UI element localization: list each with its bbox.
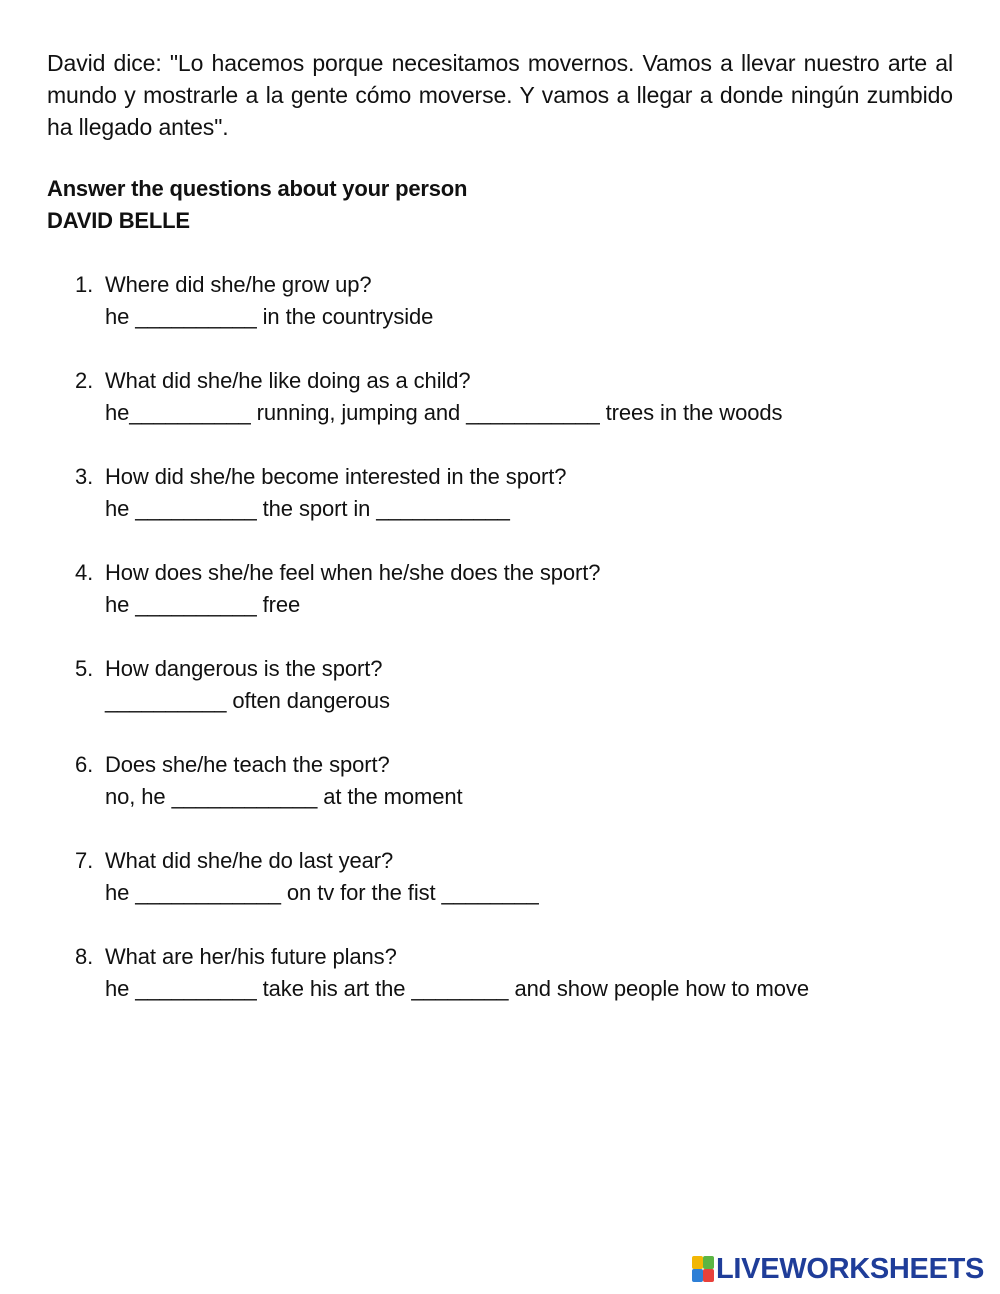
question-text: Where did she/he grow up?: [105, 272, 372, 297]
question-item-6: [47, 749, 953, 813]
answer-line[interactable]: he __________ in the countryside: [105, 304, 434, 329]
question-item-7: [47, 845, 953, 909]
question-number: 1.: [75, 272, 94, 297]
question-item-8: [47, 941, 953, 1005]
answer-line[interactable]: he __________ free: [105, 592, 301, 617]
instructions-heading: [47, 173, 953, 237]
question-item-4: [47, 557, 953, 621]
question-item-2: [47, 365, 953, 429]
logo-square-green: [703, 1256, 714, 1269]
question-number: 8.: [75, 944, 94, 969]
question-text: What are her/his future plans?: [105, 944, 397, 969]
question-number: 5.: [75, 656, 94, 681]
question-number: 3.: [75, 464, 94, 489]
answer-line[interactable]: he __________ take his art the ________ and show people how to move: [105, 976, 809, 1001]
question-number: 7.: [75, 848, 94, 873]
question-text: What did she/he do last year?: [105, 848, 394, 873]
liveworksheets-logo: [692, 1254, 984, 1284]
person-name: DAVID BELLE: [47, 208, 190, 233]
question-number: 6.: [75, 752, 94, 777]
question-item-3: [47, 461, 953, 525]
logo-square-red: [703, 1269, 714, 1282]
question-item-5: [47, 653, 953, 717]
worksheet-page: [47, 47, 953, 1037]
question-item-1: [47, 269, 953, 333]
answer-line[interactable]: no, he ____________ at the moment: [105, 784, 463, 809]
answer-line[interactable]: he ____________ on tv for the fist ________: [105, 880, 539, 905]
question-text: How did she/he become interested in the sport?: [105, 464, 567, 489]
question-list: [47, 269, 953, 1005]
question-number: 4.: [75, 560, 94, 585]
answer-line[interactable]: __________ often dangerous: [105, 688, 390, 713]
intro-paragraph: David dice: "Lo hacemos porque necesitamos movernos. Vamos a llevar nuestro arte al mundo y mostrarle a la gente cómo moverse. Y vamos a llegar a donde ningún zumbido ha llegado antes".: [47, 50, 953, 140]
instructions-line: Answer the questions about your person: [47, 176, 468, 201]
logo-text: LIVEWORKSHEETS: [716, 1253, 985, 1285]
logo-square-yellow: [692, 1256, 703, 1269]
logo-square-blue: [692, 1269, 703, 1282]
answer-line[interactable]: he__________ running, jumping and ___________ trees in the woods: [105, 400, 783, 425]
question-number: 2.: [75, 368, 94, 393]
question-text: Does she/he teach the sport?: [105, 752, 390, 777]
question-text: How dangerous is the sport?: [105, 656, 383, 681]
answer-line[interactable]: he __________ the sport in ___________: [105, 496, 510, 521]
question-text: What did she/he like doing as a child?: [105, 368, 471, 393]
question-text: How does she/he feel when he/she does the sport?: [105, 560, 601, 585]
liveworksheets-logo-icon: [692, 1256, 714, 1282]
